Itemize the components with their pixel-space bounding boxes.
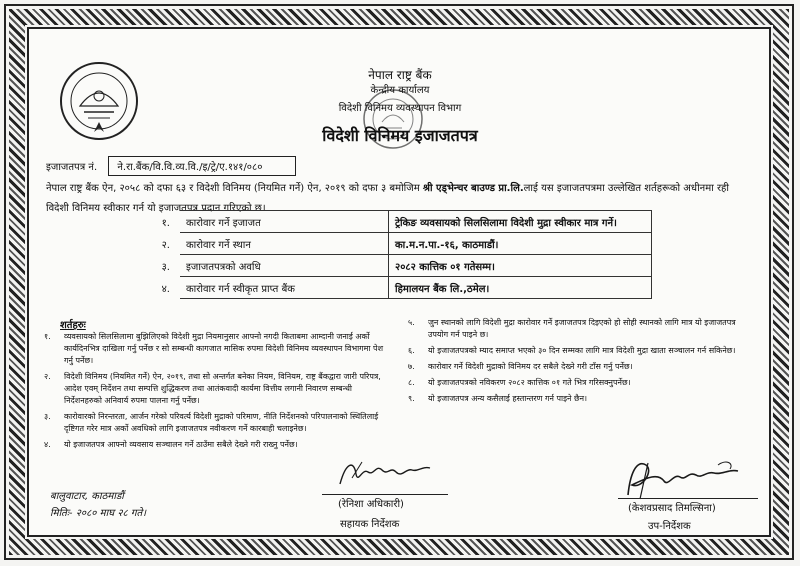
list-item	[408, 317, 752, 341]
condition-number: ३.	[44, 412, 51, 421]
bank-name: नेपाल राष्ट्र बैंक	[368, 68, 432, 82]
condition-text: विदेशी विनिमय (नियमित गर्ने) ऐन, २०१९, तथा सो अन्तर्गत बनेका नियम, विनियम, राष्ट्र बैंकद्वारा जारी परिपत्र, आदेश एवम् निर्देशन तथा सम्पत्ति शुद्धिकरण तथा आतंकवादी कार्यमा वित्तीय लगानी निवारण सम्बन्धी निर्देशनहरुको अनिवार्य रुपमा पालना गर्नु पर्नेछ।	[64, 372, 381, 405]
condition-text: कारोवार गर्ने विदेशी मुद्राको विनिमय दर सबैले देख्ने गरी टाँस गर्नु पर्नेछ।	[428, 362, 633, 371]
condition-text: यो इजाजतपत्रको म्याद समाप्त भएको ३० दिन सम्मका लागि मात्र विदेशी मुद्रा खाता सञ्चालन गर्न सकिनेछ।	[428, 346, 736, 355]
signatory-2-title: उप-निर्देशक	[648, 521, 691, 532]
condition-number: २.	[44, 372, 51, 381]
list-item	[44, 411, 392, 435]
term-label: कारोवार गर्न स्वीकृत प्राप्त बैंक	[180, 277, 389, 299]
condition-text: व्यवसायको सिलसिलामा बुझिलिएको विदेशी मुद्रा नियमानुसार आफ्नो नगदी किताबमा आम्दानी जनाई अर्को कार्यदिनभित्र दाखिला गर्नु पर्नेछ र सो सम्बन्धी कागजात मासिक रुपमा विदेशी विनिमय व्यवस्थापन विभागमा पेश गर्नु पर्नेछ।	[64, 332, 384, 365]
term-number: २.	[161, 239, 170, 251]
condition-text: यो इजाजतपत्रको नविकरण २०८२ कात्तिक ०१ गते भित्र गरिसक्नुपर्नेछ।	[428, 378, 631, 387]
condition-number: ७.	[408, 362, 415, 371]
table-row	[140, 233, 652, 255]
condition-number: ४.	[44, 440, 51, 449]
term-value: का.म.न.पा.-१६, काठमाडौं।	[389, 233, 652, 255]
signature-2-icon	[618, 455, 758, 501]
condition-number: ९.	[408, 394, 415, 403]
term-label: कारोवार गर्ने स्थान	[180, 233, 389, 255]
list-item	[408, 361, 752, 373]
signatory-2-name: (केशवप्रसाद तिमल्सिना)	[628, 503, 716, 514]
list-item	[44, 371, 392, 407]
signature-1-icon	[332, 454, 442, 494]
table-row	[140, 255, 652, 277]
table-row	[140, 211, 652, 233]
term-label: इजाजतपत्रको अवधि	[180, 255, 389, 277]
signatory-1-title: सहायक निर्देशक	[340, 519, 400, 530]
condition-text: यो इजाजतपत्र आफ्नो व्यवसाय सञ्चालन गर्ने ठाउँमा सबैले देख्ने गरी राख्नु पर्नेछ।	[64, 440, 298, 449]
permit-number-row	[46, 156, 296, 176]
date-label: मितिः-	[50, 508, 73, 519]
document-title: विदेशी विनिमय इजाजतपत्र	[322, 126, 478, 145]
office-name: केन्द्रीय कार्यालय	[370, 85, 430, 96]
condition-number: ६.	[408, 346, 415, 355]
conditions-left-column	[44, 331, 392, 455]
signatory-1-name: (रेनिशा अधिकारी)	[338, 499, 404, 510]
list-item	[408, 377, 752, 389]
list-item	[44, 331, 392, 367]
term-number: ३.	[161, 261, 170, 273]
terms-table	[140, 210, 652, 299]
permit-number-value: ने.रा.बैंक/वि.वि.व्य.वि./इ/ट्रे/ए.१४१/०८०	[108, 156, 296, 176]
conditions-heading: शर्तहरुः	[60, 320, 86, 331]
list-item	[408, 345, 752, 357]
issue-place: बालुवाटार, काठमाडौं	[50, 491, 124, 502]
condition-number: १.	[44, 332, 51, 341]
list-item	[44, 439, 392, 451]
term-number: १.	[161, 217, 170, 229]
condition-text: यो इजाजतपत्र अन्य कसैलाई हस्तान्तरण गर्न पाइने छैन।	[428, 394, 588, 403]
signature-2-line	[618, 498, 758, 499]
condition-text: जुन स्थानको लागि विदेशी मुद्रा कारोवार गर्ने इजाजतपत्र दिइएको हो सोही स्थानको लागि मात्र यो इजाजतपत्र उपयोग गर्न पाइने छ।	[428, 318, 736, 339]
condition-number: ८.	[408, 378, 415, 387]
date-value: २०८० माघ २८ गते।	[75, 508, 147, 519]
conditions-right-column	[408, 317, 752, 409]
condition-number: ५.	[408, 318, 415, 327]
condition-text: कारोवारको निरन्तरता, आर्जन गरेको परिवर्त्य विदेशी मुद्राको परिमाण, नीति निर्देशनको परिपालनाको स्थितिलाई दृष्टिगत गरेर मात्र अर्को अवधिको लागि इजाजतपत्र नवीकरण गर्ने कारबाही चलाइनेछ।	[64, 412, 379, 433]
company-name: श्री एड्भेन्चर बाउण्ड प्रा.लि.	[422, 183, 524, 194]
term-value: ट्रेकिङ व्यवसायको सिलसिलामा विदेशी मुद्रा स्वीकार मात्र गर्ने।	[389, 211, 652, 233]
term-label: कारोवार गर्ने इजाजत	[180, 211, 389, 233]
issue-date	[50, 505, 146, 519]
term-number: ४.	[161, 283, 170, 295]
intro-part1: नेपाल राष्ट्र बैंक ऐन, २०५८ को दफा ६३ र विदेशी विनिमय (नियमित गर्ने) ऐन, २०१९ को दफा ३ बमोजिम	[46, 183, 420, 194]
term-value: हिमालयन बैंक लि.,ठमेल।	[389, 277, 652, 299]
intro-part2: लाई यस इजाजतपत्रमा उल्लेखित शर्तहरूको अधीनमा रही विदेशी विनिमय स्वीकार गर्न यो इजाजतपत्र प्रदान गरिएको छ।	[46, 183, 729, 214]
list-item	[408, 393, 752, 405]
signature-1-line	[322, 494, 448, 495]
department-name: विदेशी विनिमय व्यवस्थापन विभाग	[338, 103, 462, 114]
term-value: २०८२ कात्तिक ०१ गतेसम्म।	[389, 255, 652, 277]
table-row	[140, 277, 652, 299]
permit-number-label: इजाजतपत्र नं.	[46, 162, 98, 173]
